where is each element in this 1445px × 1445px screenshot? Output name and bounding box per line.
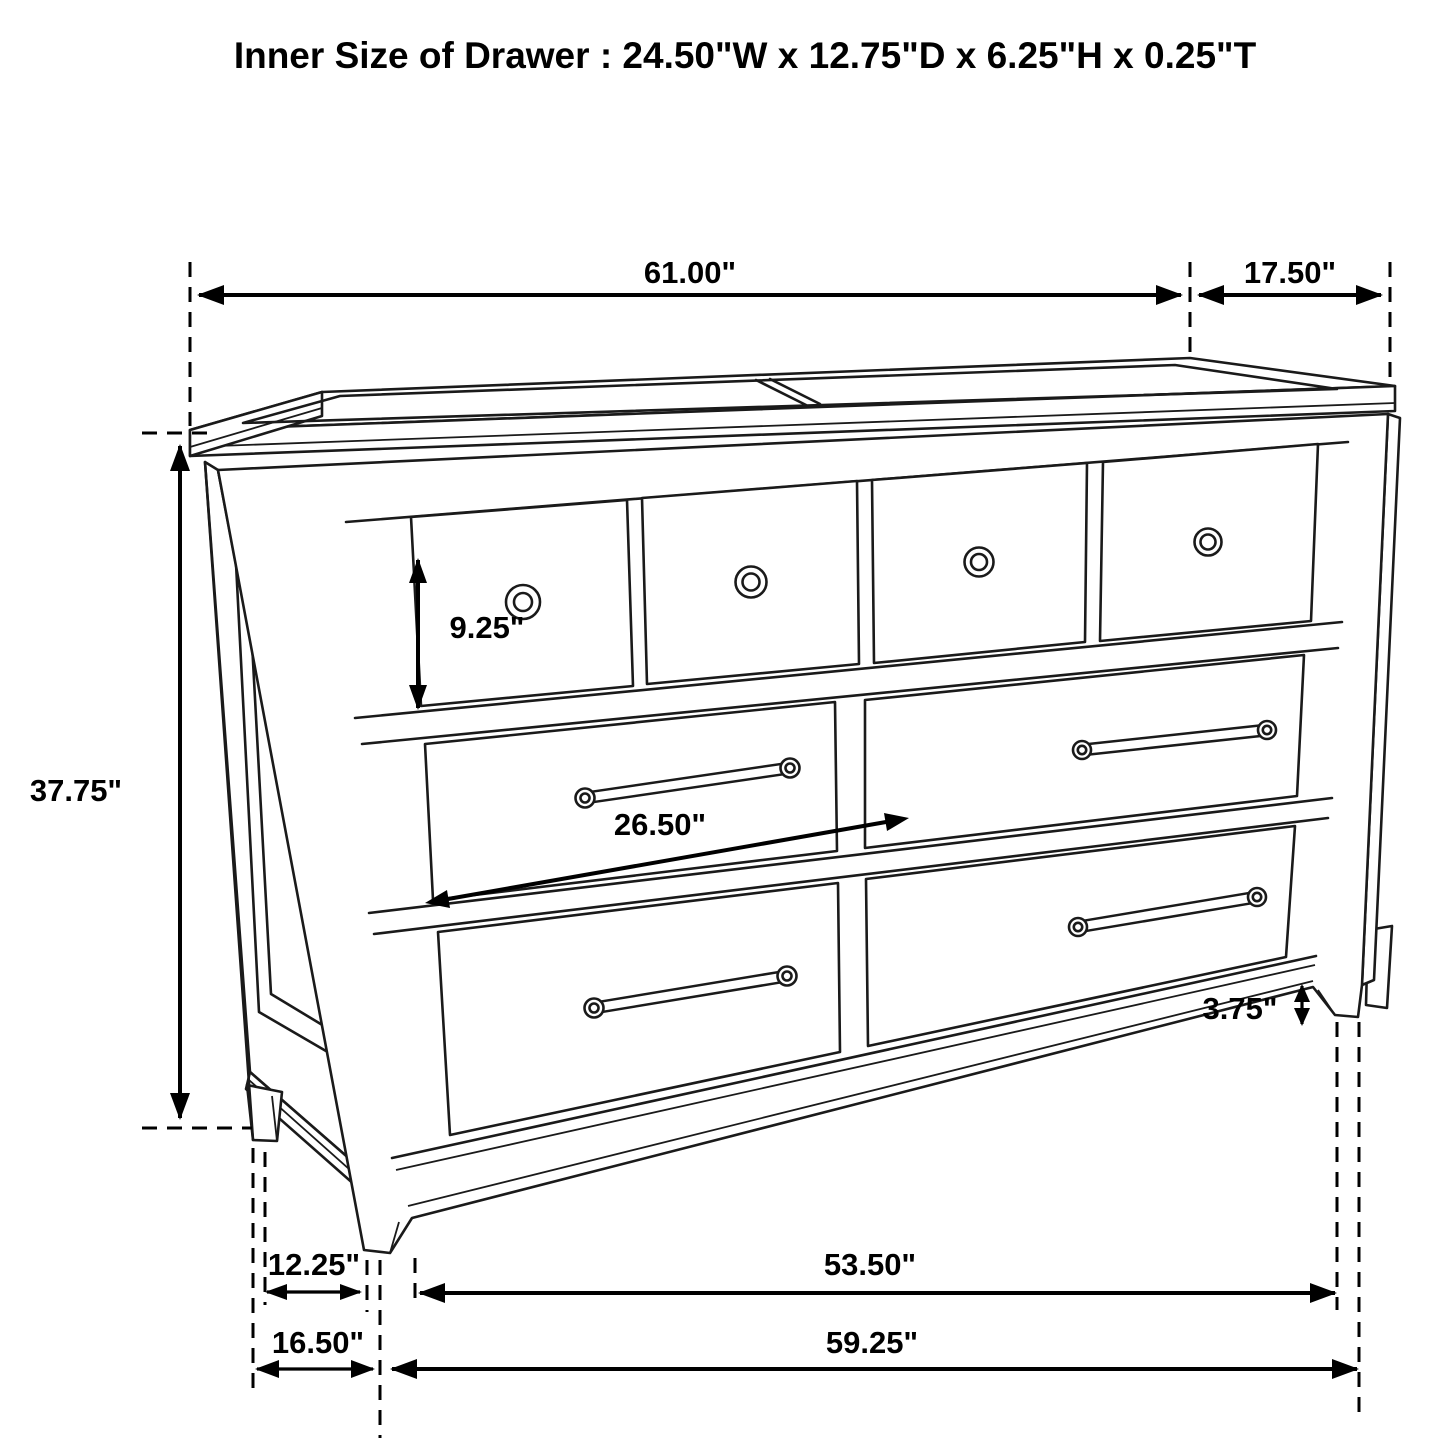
dim-side-leg-clearance	[265, 1247, 362, 1300]
dresser-drawing	[190, 358, 1400, 1253]
drawer-small-3	[872, 463, 1087, 663]
dim-side-depth-label: 16.50"	[271, 1325, 365, 1360]
dim-front-leg-clearance-label: 53.50"	[823, 1247, 917, 1282]
drawer-small-4	[1100, 444, 1318, 641]
dim-top-depth-label: 17.50"	[1243, 255, 1337, 290]
dim-base-width-label: 59.25"	[825, 1325, 919, 1360]
dim-leg-height-label: 3.75"	[1202, 991, 1278, 1026]
dim-drawer-width-label: 26.50"	[613, 807, 707, 842]
diagram-title: Inner Size of Drawer : 24.50"W x 12.75"D x 6.25"H x 0.25"T	[233, 35, 1257, 76]
drawer-small-1	[411, 500, 633, 706]
drawer-small-2	[642, 481, 859, 684]
dim-side-depth	[255, 1325, 375, 1378]
dim-top-depth	[1197, 255, 1383, 305]
dim-side-leg-clearance-label: 12.25"	[267, 1247, 361, 1282]
dim-top-width	[197, 255, 1183, 305]
dim-overall-height-label: 37.75"	[29, 773, 123, 808]
dim-front-leg-clearance	[418, 1247, 1337, 1303]
dim-top-drawer-height-label: 9.25"	[449, 610, 525, 645]
dim-base-width	[390, 1325, 1359, 1379]
dim-top-width-label: 61.00"	[643, 255, 737, 290]
dim-overall-height	[30, 444, 190, 1120]
